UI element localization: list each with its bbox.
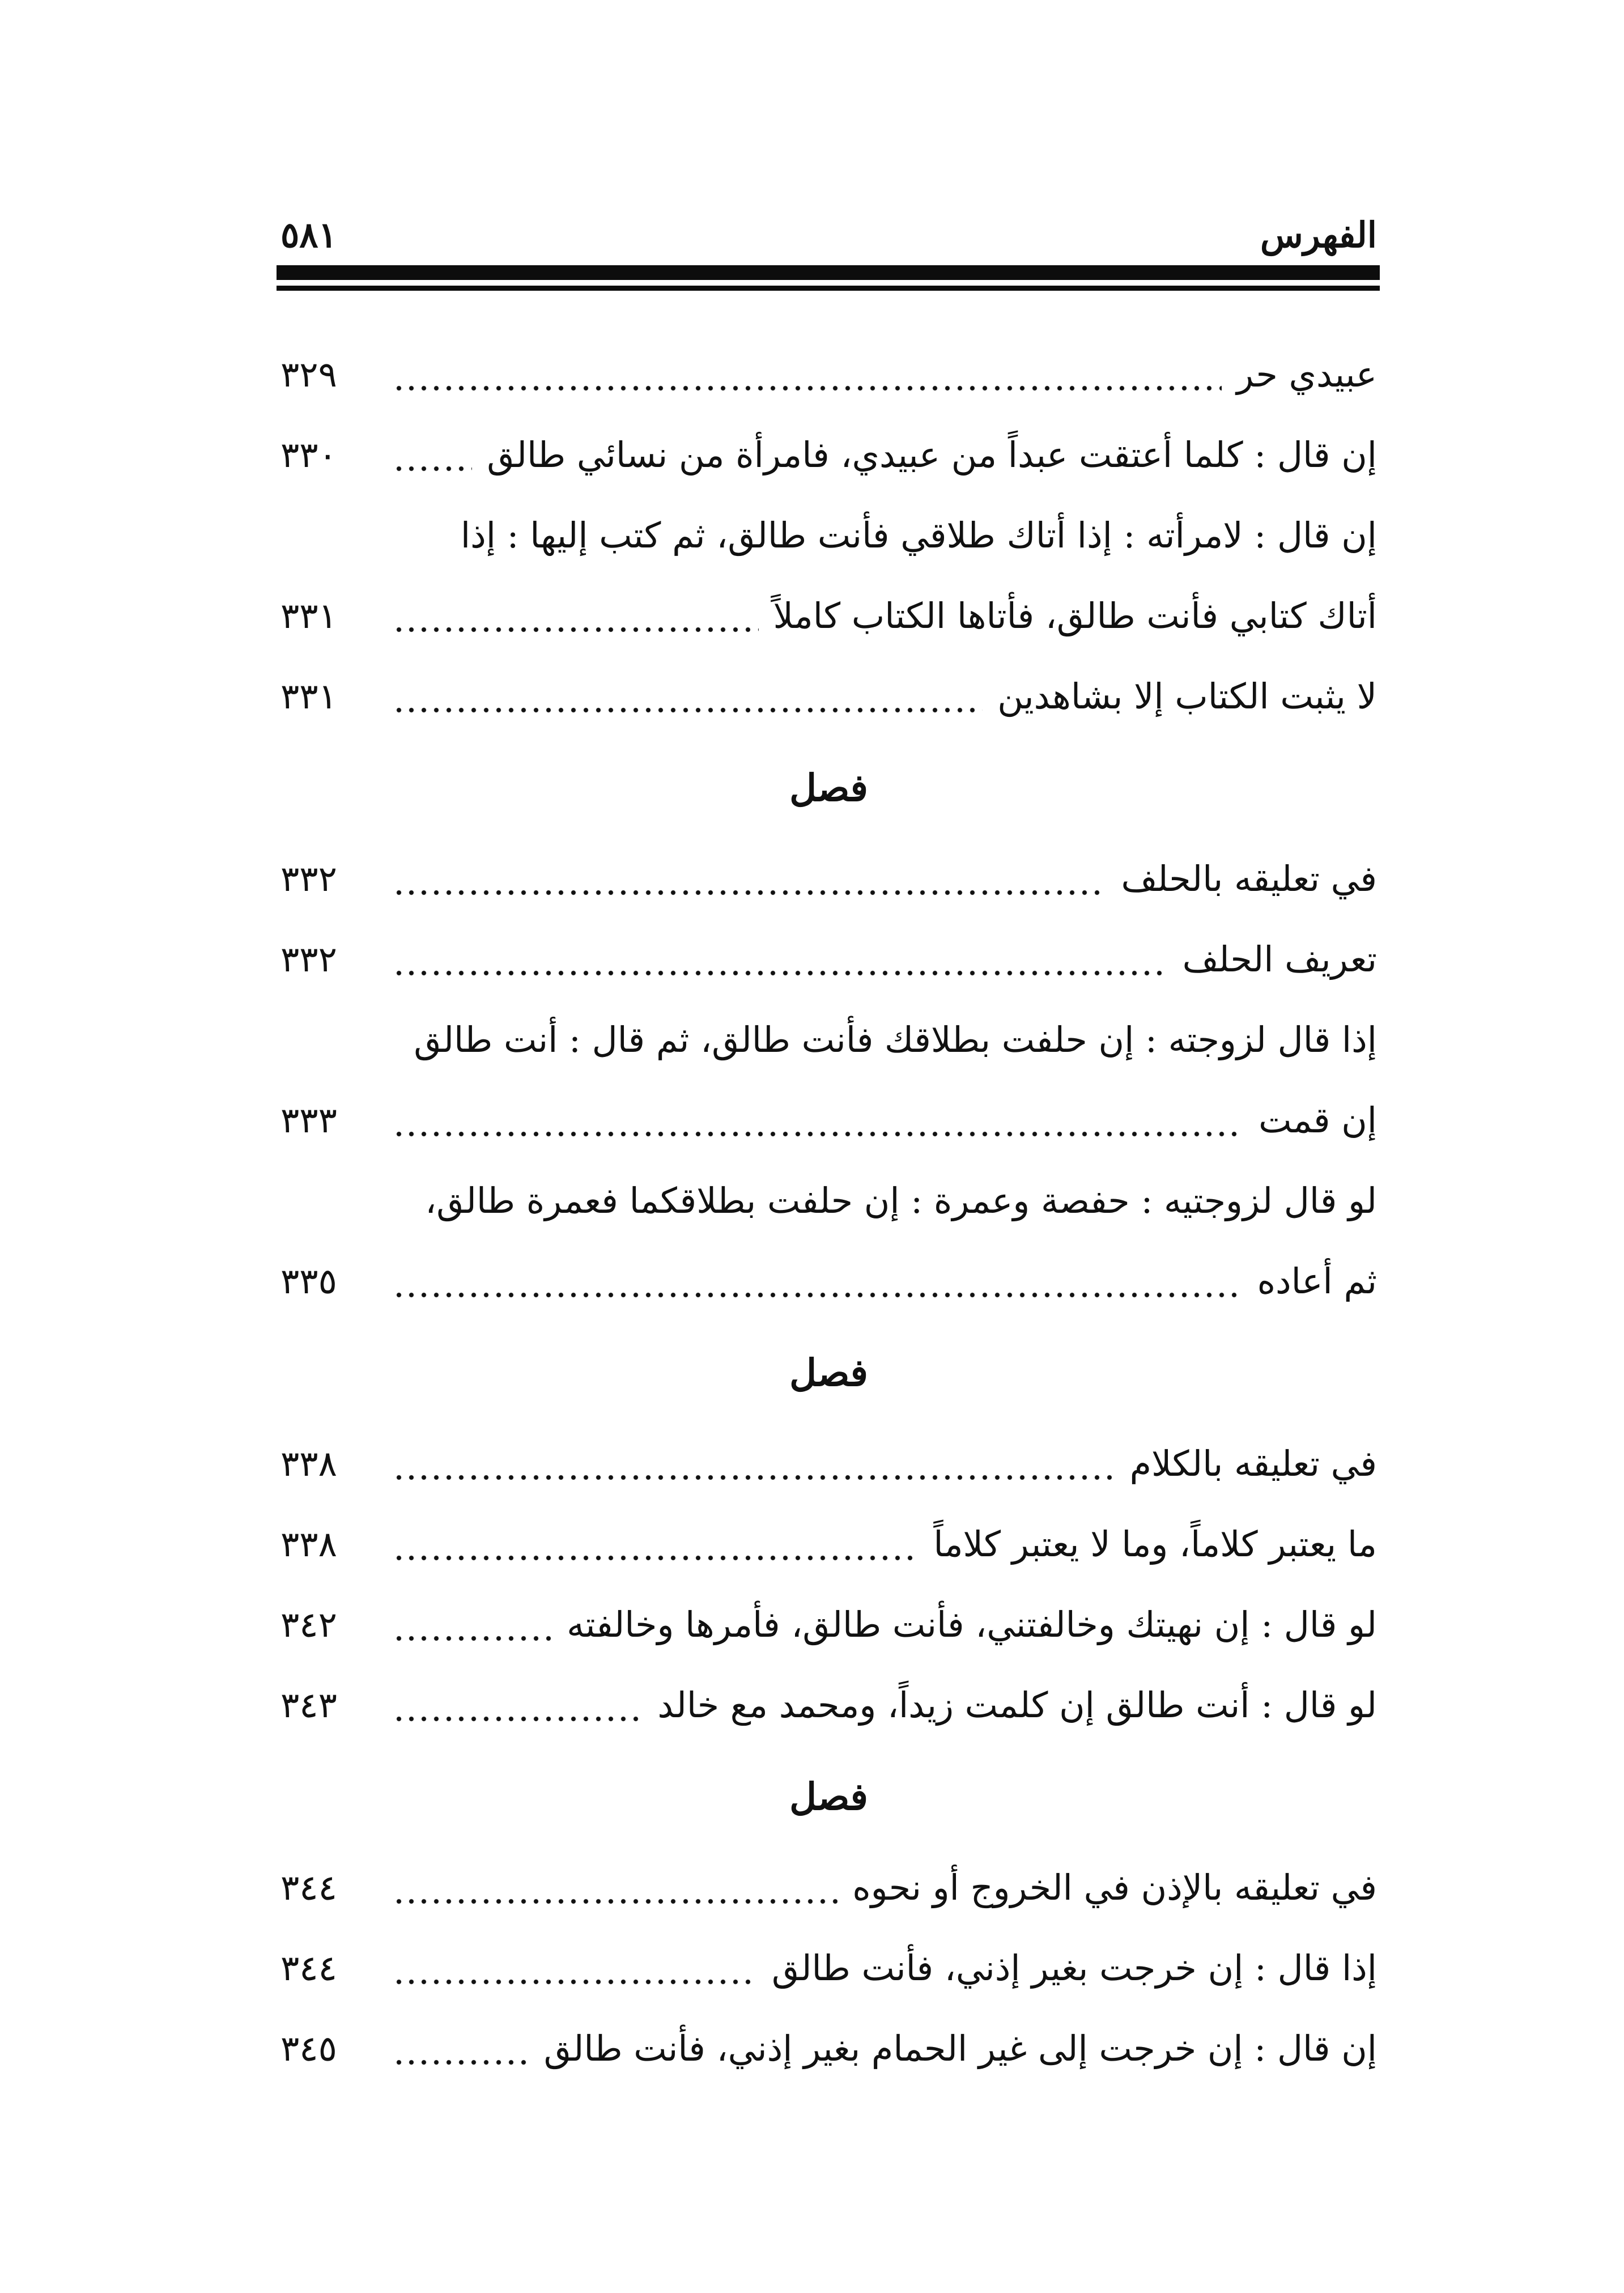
entry-page: ٣٣٢: [280, 858, 337, 899]
entry-text: ثم أعاده: [1257, 1260, 1377, 1302]
index-entries: [280, 334, 1377, 2089]
entry-page: ٣٣٣: [280, 1099, 337, 1141]
index-entry-line: [280, 1000, 1377, 1080]
entry-text: إذا قال : إن خرجت بغير إذني، فأنت طالق: [771, 1947, 1377, 1989]
entry-page: ٣٣١: [280, 595, 337, 636]
index-entry: [280, 1241, 1377, 1322]
leader-dots: [393, 1951, 757, 1986]
index-entry: [280, 839, 1377, 919]
entry-page: ٣٤٢: [280, 1604, 337, 1645]
entry-text: لو قال لزوجتيه : حفصة وعمرة : إن حلفت بطلاقكما فعمرة طالق،: [425, 1180, 1377, 1221]
leader-dots: [393, 1607, 552, 1642]
entry-page: ٣٣٢: [280, 939, 337, 980]
entry-page: ٣٤٤: [280, 1867, 337, 1908]
entry-page: ٣٣٨: [280, 1523, 337, 1565]
entry-text: في تعليقه بالإذن في الخروج أو نحوه: [852, 1867, 1377, 1908]
entry-text: تعريف الحلف: [1182, 939, 1377, 980]
leader-dots: [393, 1527, 919, 1562]
index-entry: [280, 1585, 1377, 1665]
leader-dots: [393, 1264, 1243, 1299]
leader-dots: [393, 598, 759, 634]
page-title: الفهرس: [1260, 214, 1377, 256]
section-heading: فصل: [789, 766, 868, 810]
entry-page: ٣٣٠: [280, 434, 337, 475]
entry-page: ٣٢٩: [280, 354, 337, 395]
header-rule-thick: [277, 265, 1380, 280]
page-header: [280, 214, 1377, 254]
index-entry: [280, 1504, 1377, 1585]
entry-text: إن قمت: [1259, 1099, 1377, 1141]
entry-text: أتاك كتابي فأنت طالق، فأتاها الكتاب كاملاً: [773, 595, 1377, 636]
leader-dots: [393, 438, 472, 473]
index-entry: [280, 1928, 1377, 2009]
index-entry-line: [280, 1161, 1377, 1241]
index-entry: [280, 1080, 1377, 1161]
leader-dots: [393, 357, 1222, 392]
index-entry: [280, 919, 1377, 1000]
leader-dots: [393, 679, 983, 714]
section-heading: فصل: [789, 1774, 868, 1819]
leader-dots: [393, 1103, 1244, 1138]
entry-text: في تعليقه بالحلف: [1121, 858, 1377, 899]
index-entry: [280, 2009, 1377, 2089]
entry-page: ٣٤٤: [280, 1947, 337, 1989]
leader-dots: [393, 1870, 837, 1905]
leader-dots: [393, 861, 1107, 897]
index-entry: [280, 1665, 1377, 1746]
leader-dots: [393, 1446, 1115, 1481]
entry-page: ٣٤٥: [280, 2028, 337, 2069]
index-entry: [280, 656, 1377, 737]
leader-dots: [393, 1688, 643, 1723]
entry-page: ٣٣١: [280, 676, 337, 717]
entry-text: إن قال : كلما أعتقت عبداً من عبيدي، فامرأة من نسائي طالق: [487, 434, 1377, 475]
entry-text: عبيدي حر: [1236, 354, 1377, 395]
leader-dots: [393, 942, 1168, 977]
index-entry-line: [280, 495, 1377, 576]
entry-text: إذا قال لزوجته : إن حلفت بطلاقك فأنت طالق، ثم قال : أنت طالق: [414, 1019, 1377, 1060]
header-rule-thin: [277, 286, 1380, 291]
entry-text: لو قال : إن نهيتك وخالفتني، فأنت طالق، فأمرها وخالفته: [567, 1604, 1377, 1645]
index-entry: [280, 1424, 1377, 1504]
entry-text: لو قال : أنت طالق إن كلمت زيداً، ومحمد مع خالد: [657, 1684, 1377, 1726]
entry-text: في تعليقه بالكلام: [1129, 1443, 1377, 1484]
index-entry: [280, 576, 1377, 656]
entry-page: ٣٣٥: [280, 1260, 337, 1302]
index-entry: [280, 334, 1377, 415]
leader-dots: [393, 2031, 529, 2066]
entry-text: إن قال : إن خرجت إلى غير الحمام بغير إذني، فأنت طالق: [543, 2028, 1377, 2069]
entry-text: ما يعتبر كلاماً، وما لا يعتبر كلاماً: [933, 1523, 1377, 1565]
entry-text: إن قال : لامرأته : إذا أتاك طلاقي فأنت طالق، ثم كتب إليها : إذا: [460, 515, 1377, 556]
entry-page: ٣٣٨: [280, 1443, 337, 1484]
section-heading: فصل: [789, 1351, 868, 1395]
entry-text: لا يثبت الكتاب إلا بشاهدين: [997, 676, 1377, 717]
index-entry: [280, 415, 1377, 495]
index-entry: [280, 1848, 1377, 1928]
entry-page: ٣٤٣: [280, 1684, 337, 1726]
page-number: ٥٨١: [280, 214, 337, 256]
